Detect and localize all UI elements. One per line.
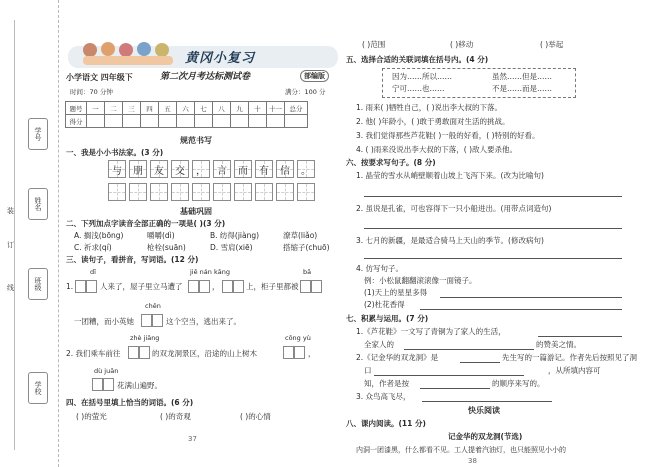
- q7-text: 先生写的一篇游记。作者先后按照见了洞: [502, 353, 637, 362]
- sentence-text: 2. 我们乘车前往: [66, 349, 121, 358]
- answer-box[interactable]: [188, 280, 199, 293]
- question-1: 一、我是小小书法家。(3 分): [66, 148, 164, 157]
- option-d-2: 搭缩子(chuō): [283, 243, 330, 252]
- score-col: 十一: [267, 102, 285, 115]
- question-5: 五、选择合适的关联词填在括号内。(4 分): [346, 55, 489, 64]
- section-fun-reading: 快乐阅读: [468, 406, 500, 415]
- page-number-left: 37: [188, 435, 197, 443]
- cut-label: 线: [7, 284, 14, 292]
- pinyin-hint: cōng yù: [285, 334, 311, 342]
- score-value-row: [66, 115, 308, 128]
- calligraphy-cell: 言: [213, 160, 231, 178]
- q7-text: 2.《记金华的双龙洞》是: [356, 353, 439, 362]
- answer-box[interactable]: [300, 280, 311, 293]
- q7-text: 3. 众鸟高飞尽，: [356, 392, 411, 401]
- sentence-text: 上，柜子里都被: [246, 282, 299, 291]
- score-cell[interactable]: [159, 115, 177, 128]
- calligraphy-cell: ，: [192, 160, 210, 178]
- score-col: 八: [213, 102, 231, 115]
- score-row-label: 得分: [66, 115, 87, 128]
- answer-box[interactable]: [283, 346, 294, 359]
- score-cell[interactable]: [87, 115, 105, 128]
- score-table: [65, 101, 308, 128]
- fill-blank[interactable]: ( )的奇观: [160, 412, 191, 421]
- q6-sub: (2)杜花香得: [364, 300, 405, 309]
- question-6: 六、按要求写句子。(8 分): [346, 158, 436, 167]
- answer-line[interactable]: [404, 349, 534, 350]
- practice-cell[interactable]: [234, 183, 252, 201]
- calligraphy-cell: 有: [255, 160, 273, 178]
- q6-example: 例：小松鼠翻翻滚滚像一面镜子。: [364, 276, 477, 285]
- practice-cell[interactable]: [171, 183, 189, 201]
- sentence-text: 一团糟，而小英她: [74, 317, 134, 326]
- q6-sub: (1)天上的星星多得: [364, 288, 428, 297]
- option-b-2: 潦草(liǎo): [283, 231, 318, 240]
- answer-box[interactable]: [222, 280, 233, 293]
- answer-line[interactable]: [440, 297, 622, 298]
- calligraphy-cell: 信: [276, 160, 294, 178]
- sentence-text: 花满山遍野。: [117, 381, 162, 390]
- edition-badge: 部编版: [300, 70, 329, 82]
- answer-line[interactable]: [422, 401, 552, 402]
- answer-box[interactable]: [103, 378, 114, 391]
- score-col: 二: [105, 102, 123, 115]
- brand-title: 黄冈小复习: [185, 51, 256, 66]
- practice-cell[interactable]: [276, 183, 294, 201]
- q5-sentence[interactable]: 3. 我们觉得那些芦花鞋( )一般的好看，( )特别的好看。: [356, 131, 540, 140]
- answer-line[interactable]: [460, 362, 500, 363]
- q7-text: ，从所填内容可: [548, 366, 601, 375]
- answer-line[interactable]: [364, 258, 622, 259]
- score-cell[interactable]: [267, 115, 285, 128]
- calligraphy-cell: 朋: [129, 160, 147, 178]
- score-col: 题号: [66, 102, 87, 115]
- word-bank-item: 虽然……但是……: [492, 72, 552, 81]
- score-cell[interactable]: [231, 115, 249, 128]
- answer-box[interactable]: [128, 346, 139, 359]
- calligraphy-cell: 。: [297, 160, 315, 178]
- fill-blank[interactable]: ( )的萤光: [76, 412, 107, 421]
- practice-cell[interactable]: [129, 183, 147, 201]
- answer-box[interactable]: [75, 280, 86, 293]
- fill-blank[interactable]: ( )举起: [540, 40, 564, 49]
- fill-blank[interactable]: ( )移动: [450, 40, 474, 49]
- option-b[interactable]: B. 纺得(jiàng): [210, 231, 260, 240]
- word-bank-item: 不是……而是……: [492, 84, 552, 93]
- answer-box[interactable]: [86, 280, 97, 293]
- answer-box[interactable]: [233, 280, 244, 293]
- reading-text: 内洞一团漆黑，什么都看不见。工人提着汽油灯，也只能照见小小的: [356, 446, 566, 454]
- page-number-right: 38: [468, 457, 477, 465]
- q6-prompt: 4. 仿写句子。: [356, 264, 404, 273]
- score-cell[interactable]: [195, 115, 213, 128]
- practice-cell[interactable]: [297, 183, 315, 201]
- pinyin-hint: bā: [303, 268, 312, 276]
- pinyin-hint: dī: [90, 268, 96, 276]
- option-a[interactable]: A. 搁浅(bōng): [74, 231, 124, 240]
- name-tab[interactable]: 姓名: [28, 188, 48, 220]
- answer-box[interactable]: [311, 280, 322, 293]
- full-score: 满分：100 分: [285, 88, 326, 96]
- word-bank-item: 宁可……也……: [392, 84, 445, 93]
- kids-illustration-icon: [78, 38, 178, 66]
- option-c[interactable]: C. 祈求(qí): [74, 243, 112, 252]
- q5-sentence[interactable]: 2. 他( )年龄小，( )敢于勇敢面对生活的挑战。: [356, 117, 510, 126]
- q7-text: 1.《芦花鞋》一文写了青铜为了家人的生活，: [356, 327, 506, 336]
- q7-text: 知，作者是按: [364, 379, 409, 388]
- score-cell[interactable]: [141, 115, 159, 128]
- exam-time: 时间：70 分钟: [70, 88, 113, 96]
- fill-blank[interactable]: ( )范围: [362, 40, 386, 49]
- option-a-2: 嚼嚼(dì): [147, 231, 175, 240]
- score-col: 十: [249, 102, 267, 115]
- answer-line[interactable]: [538, 336, 622, 337]
- subject-label: 小学语文 四年级下: [66, 73, 133, 82]
- practice-cell[interactable]: [108, 183, 126, 201]
- school-tab[interactable]: 学校: [28, 372, 48, 404]
- reading-title: 记金华的双龙洞(节选): [448, 432, 523, 441]
- answer-line[interactable]: [364, 228, 622, 229]
- question-4: 四、在括号里填上恰当的词语。(6 分): [66, 398, 194, 407]
- score-cell[interactable]: [123, 115, 141, 128]
- sentence-text: ，: [308, 349, 316, 358]
- word-bank-item: 因为……所以……: [392, 72, 452, 81]
- calligraphy-cell: 而: [234, 160, 252, 178]
- sentence-text: ，: [212, 282, 220, 291]
- practice-cell[interactable]: [150, 183, 168, 201]
- score-cell[interactable]: [105, 115, 123, 128]
- practice-cell[interactable]: [213, 183, 231, 201]
- section-basic: 基础巩固: [180, 207, 212, 216]
- answer-box[interactable]: [199, 280, 210, 293]
- fill-blank[interactable]: ( )的心情: [240, 412, 271, 421]
- calligraphy-cell: 交: [171, 160, 189, 178]
- pinyin-hint: zhè jiāng: [130, 334, 160, 342]
- answer-line[interactable]: [374, 375, 524, 376]
- pinyin-hint: chěn: [145, 302, 161, 310]
- q7-text: 的赞美之情。: [536, 340, 581, 349]
- score-col: 总分: [285, 102, 308, 115]
- score-cell[interactable]: [285, 115, 308, 128]
- score-col: 三: [123, 102, 141, 115]
- binding-sidebar: [0, 0, 59, 467]
- q7-text: 的顺序来写的。: [492, 379, 545, 388]
- cut-label: 装: [7, 207, 14, 215]
- q6-prompt: 2. 虽说是孔雀，可也容得下一只小船进出。(用带点词造句): [356, 204, 552, 213]
- sentence-text: 的双龙洞景区，沿途的山上树木: [152, 349, 257, 358]
- pinyin-hint: jiē nán kāng: [190, 268, 230, 276]
- score-col: 五: [159, 102, 177, 115]
- cut-label: 订: [7, 241, 14, 249]
- answer-box[interactable]: [139, 346, 150, 359]
- q5-sentence[interactable]: 4. ( )雨来没说出李大叔的下落，( )敌人要杀他。: [356, 145, 518, 154]
- q5-sentence[interactable]: 1. 雨来( )牺牲自己，( )说出李大叔的下落。: [356, 103, 503, 112]
- answer-box[interactable]: [294, 346, 305, 359]
- option-c-2: 枪栓(suān): [147, 243, 186, 252]
- option-d[interactable]: D. 雪肩(xiē): [210, 243, 253, 252]
- q6-prompt: 1. 晶莹的雪水从峭壁顺着山坡上飞泻下来。(改为比喻句): [356, 171, 544, 180]
- q7-text: 全家人的: [364, 340, 394, 349]
- score-col: 四: [141, 102, 159, 115]
- practice-cell[interactable]: [192, 183, 210, 201]
- answer-box[interactable]: [141, 314, 152, 327]
- answer-box[interactable]: [152, 314, 163, 327]
- calligraphy-cell: 与: [108, 160, 126, 178]
- class-tab[interactable]: 班级: [28, 268, 48, 300]
- sentence-text: 人来了，屋子里立马遭了: [100, 282, 183, 291]
- answer-line[interactable]: [420, 388, 490, 389]
- answer-line[interactable]: [364, 196, 622, 197]
- answer-box[interactable]: [92, 378, 103, 391]
- score-cell[interactable]: [177, 115, 195, 128]
- question-3: 三、读句子，看拼音，写词语。(12 分): [66, 255, 199, 264]
- score-col: 六: [177, 102, 195, 115]
- practice-cell[interactable]: [255, 183, 273, 201]
- score-cell[interactable]: [249, 115, 267, 128]
- score-header-row: [66, 102, 308, 115]
- question-8: 八、课内阅读。(11 分): [346, 419, 426, 428]
- score-cell[interactable]: [213, 115, 231, 128]
- sentence-text: 1.: [66, 282, 74, 291]
- pinyin-hint: dù juān: [94, 367, 119, 375]
- cut-line: [14, 20, 15, 450]
- q6-prompt: 3. 七月的新疆，是最适合骑马上天山的季节。(修改病句): [356, 236, 544, 245]
- calligraphy-cell: 友: [150, 160, 168, 178]
- score-col: 七: [195, 102, 213, 115]
- question-2: 二、下列加点字读音全部正确的一项是( )(3 分): [66, 219, 226, 228]
- student-id-tab[interactable]: 学号: [28, 118, 48, 150]
- score-col: 九: [231, 102, 249, 115]
- q7-text: 口: [364, 366, 372, 375]
- exam-title: 第二次月考达标测试卷: [160, 72, 251, 82]
- section-norm-writing: 规范书写: [180, 136, 212, 145]
- score-col: 一: [87, 102, 105, 115]
- sentence-text: 这个空当，逃出来了。: [166, 317, 241, 326]
- answer-line[interactable]: [420, 309, 622, 310]
- question-7: 七、积累与运用。(7 分): [346, 314, 429, 323]
